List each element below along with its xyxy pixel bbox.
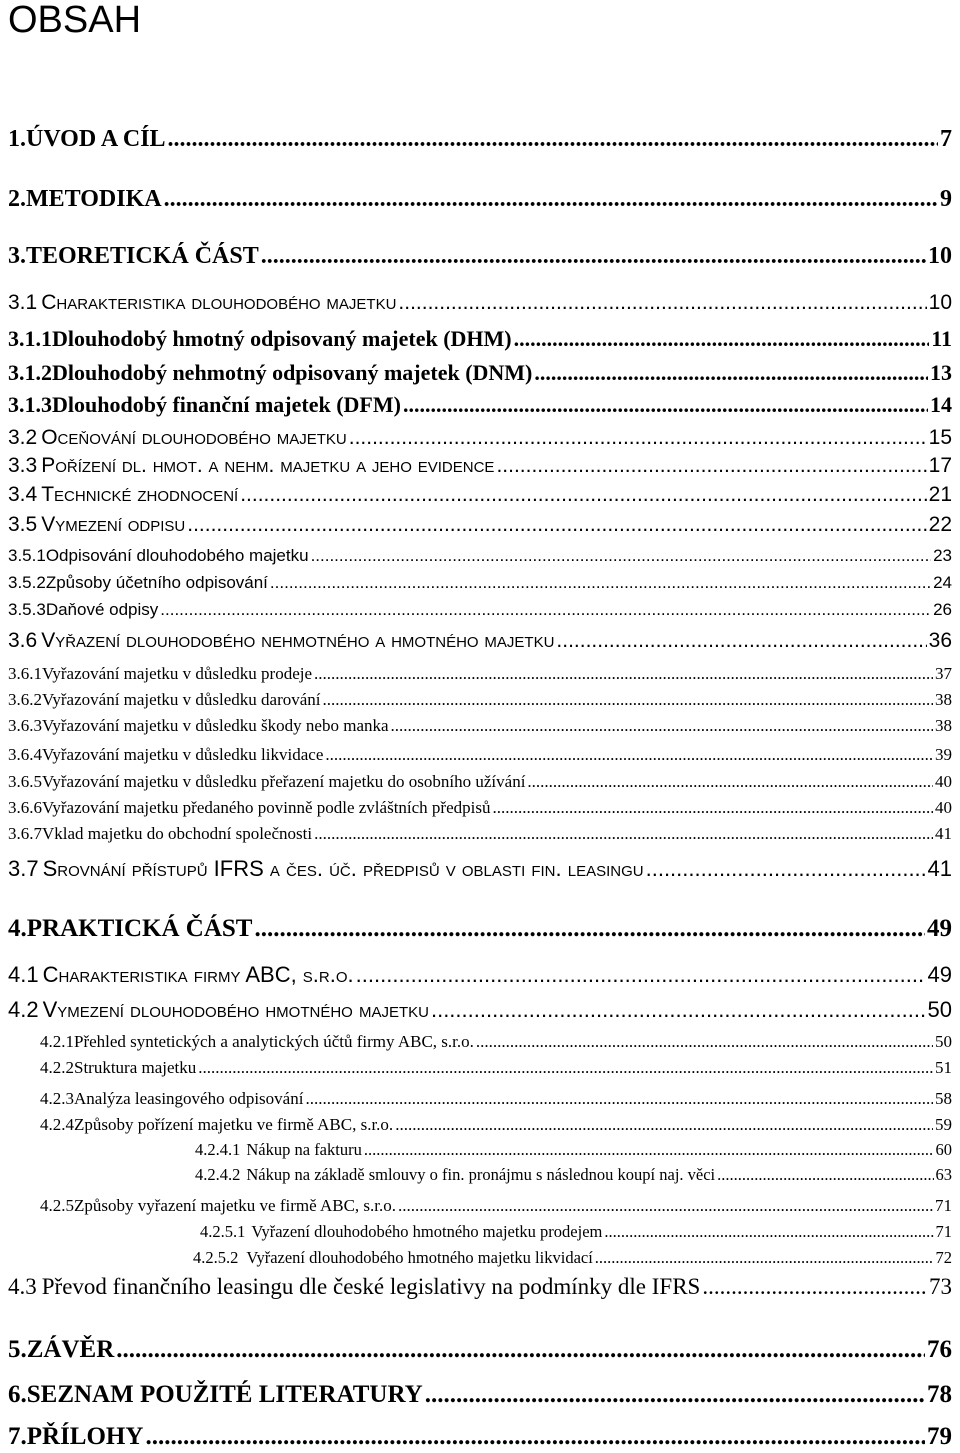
dot-leader: [314, 664, 933, 684]
entry-page: 40: [935, 772, 952, 791]
entry-title: Vyřazování majetku v důsledku přeřazení majetku do osobního užívání: [42, 772, 526, 791]
entry-number: 3.7: [8, 856, 39, 881]
entry-page: 17: [928, 454, 952, 477]
entry-title: Vyřazování majetku v důsledku prodeje: [42, 664, 313, 683]
entry-page: 51: [935, 1058, 952, 1077]
dot-leader: [702, 1274, 927, 1300]
dot-leader: [325, 745, 933, 765]
entry-page: 9: [940, 186, 952, 212]
entry-page: 36: [928, 629, 952, 652]
toc-entry[interactable]: [40, 1196, 952, 1216]
entry-page: 13: [930, 360, 952, 385]
entry-title: Charakteristika dlouhodobého majetku: [41, 291, 397, 314]
entry-number: 7.: [8, 1423, 27, 1450]
entry-title: Srovnání přístupů IFRS a čes. úč. předpisů v oblasti fin. leasingu: [42, 856, 644, 881]
toc-entry[interactable]: [195, 1141, 952, 1160]
entry-title: Dlouhodobý nehmotný odpisovaný majetek (DNM): [52, 360, 533, 385]
toc-entry[interactable]: [8, 997, 952, 1022]
toc-entry[interactable]: [40, 1032, 952, 1052]
entry-number: 4.2.4.2: [195, 1165, 241, 1184]
dot-leader: [323, 690, 933, 710]
toc-entry[interactable]: [8, 243, 952, 271]
entry-number: 3.6.1: [8, 664, 42, 683]
entry-number: 4.3: [8, 1274, 37, 1299]
entry-number: 4.: [8, 915, 27, 942]
entry-title: TEORETICKÁ ČÁST: [26, 243, 259, 269]
entry-number: 3.3: [8, 454, 38, 477]
dot-leader: [240, 483, 926, 507]
toc-entry[interactable]: [193, 1249, 952, 1268]
entry-number: 3.1: [8, 291, 38, 314]
entry-number: 5.: [8, 1336, 27, 1363]
toc-entry[interactable]: [8, 664, 952, 684]
dot-leader: [425, 1381, 925, 1410]
entry-page: 24: [933, 573, 952, 592]
entry-title: Vyřazení dlouhodobého hmotného majetku prodejem: [251, 1222, 603, 1241]
toc-entry[interactable]: [8, 629, 952, 653]
toc-entry[interactable]: [40, 1058, 952, 1078]
entry-page: 58: [935, 1089, 952, 1108]
dot-leader: [305, 1089, 933, 1109]
entry-page: 39: [935, 745, 952, 764]
entry-number: 3.2: [8, 426, 38, 449]
entry-title: Vklad majetku do obchodní společnosti: [42, 824, 313, 843]
entry-number: 4.2.2: [40, 1058, 74, 1077]
entry-title: PŘÍLOHY: [26, 1423, 144, 1450]
dot-leader: [527, 772, 933, 792]
toc-entry[interactable]: [8, 1274, 952, 1300]
entry-title: Nákup na fakturu: [246, 1140, 362, 1159]
toc-entry[interactable]: [8, 513, 952, 537]
entry-title: Nákup na základě smlouvy o fin. pronájmu s následnou koupí naj. věci: [246, 1165, 716, 1184]
entry-page: 50: [927, 997, 952, 1022]
entry-number: 3.5.1: [8, 546, 46, 565]
dot-leader: [403, 392, 928, 417]
entry-title: Způsoby pořízení majetku ve firmě ABC, s.r.o.: [74, 1115, 394, 1134]
entry-page: 78: [927, 1381, 952, 1408]
toc-entry[interactable]: [8, 798, 952, 818]
toc-entry[interactable]: [8, 1423, 952, 1452]
dot-leader: [364, 1141, 934, 1160]
entry-number: 3.: [8, 243, 26, 269]
entry-title: PRAKTICKÁ ČÁST: [26, 915, 253, 942]
toc-entry[interactable]: [200, 1223, 952, 1242]
dot-leader: [164, 186, 938, 214]
entry-number: 3.6.4: [8, 745, 42, 764]
entry-title: Vyřazení dlouhodobého nehmotného a hmotného majetku: [41, 629, 555, 652]
entry-number: 4.2.5.2: [193, 1248, 239, 1267]
entry-number: 3.5: [8, 513, 38, 536]
toc-entry[interactable]: [8, 690, 952, 710]
entry-number: 3.6: [8, 629, 38, 652]
entry-page: 49: [927, 915, 952, 942]
entry-page: 14: [930, 392, 952, 417]
entry-page: 41: [935, 824, 952, 843]
entry-title: Vymezení odpisu: [41, 513, 186, 536]
toc-entry[interactable]: [8, 600, 952, 620]
entry-title: METODIKA: [26, 186, 162, 212]
entry-title: SEZNAM POUŽITÉ LITERATURY: [26, 1381, 423, 1408]
dot-leader: [349, 426, 927, 450]
entry-title: Analýza leasingového odpisování: [74, 1089, 304, 1108]
entry-number: 3.6.6: [8, 798, 42, 817]
toc-entry[interactable]: [8, 360, 952, 385]
page-title: OBSAH: [8, 0, 142, 41]
entry-title: Vyřazování majetku v důsledku darování: [42, 690, 321, 709]
entry-number: 3.5.3: [8, 600, 46, 619]
dot-leader: [534, 360, 928, 385]
entry-page: 38: [935, 716, 952, 735]
toc-entry[interactable]: [195, 1166, 952, 1185]
dot-leader: [314, 824, 933, 844]
entry-page: 79: [927, 1423, 952, 1450]
entry-number: 4.2.1: [40, 1032, 74, 1051]
dot-leader: [398, 1196, 933, 1216]
toc-entry[interactable]: [8, 291, 952, 315]
entry-number: 4.1: [8, 962, 39, 987]
dot-leader: [254, 915, 925, 944]
entry-page: 38: [935, 690, 952, 709]
dot-leader: [311, 546, 932, 566]
entry-title: Charakteristika firmy ABC, s.r.o.: [42, 962, 354, 987]
entry-page: 11: [931, 326, 952, 351]
toc-entry[interactable]: [8, 392, 952, 417]
dot-leader: [116, 1336, 925, 1365]
entry-number: 3.5.2: [8, 573, 46, 592]
entry-page: 10: [928, 243, 952, 269]
entry-number: 3.1.2: [8, 360, 52, 385]
entry-number: 4.2.4: [40, 1115, 74, 1134]
entry-title: Vyřazování majetku předaného povinně podle zvláštních předpisů: [42, 798, 491, 817]
entry-title: ZÁVĚR: [26, 1336, 115, 1363]
entry-page: 59: [935, 1115, 952, 1134]
entry-number: 3.1.1: [8, 326, 52, 351]
toc-entry[interactable]: [8, 915, 952, 944]
entry-title: Vyřazení dlouhodobého hmotného majetku likvidací: [246, 1248, 593, 1267]
entry-page: 10: [928, 291, 952, 314]
entry-title: Daňové odpisy: [45, 600, 159, 619]
entry-title: Dlouhodobý hmotný odpisovaný majetek (DHM): [52, 326, 512, 351]
entry-title: Pořízení dl. hmot. a nehm. majetku a jeho evidence: [41, 454, 495, 477]
entry-number: 1.: [8, 126, 26, 152]
entry-page: 40: [935, 798, 952, 817]
entry-number: 4.2: [8, 997, 39, 1022]
entry-title: Oceňování dlouhodobého majetku: [41, 426, 347, 449]
entry-title: Vyřazování majetku v důsledku škody nebo manka: [42, 716, 389, 735]
entry-page: 7: [940, 126, 952, 152]
entry-page: 15: [928, 426, 952, 449]
entry-page: 50: [935, 1032, 952, 1051]
entry-number: 3.6.5: [8, 772, 42, 791]
toc-entry[interactable]: [8, 856, 952, 881]
dot-leader: [492, 798, 933, 818]
dot-leader: [270, 573, 931, 593]
toc-entry[interactable]: [8, 326, 952, 351]
entry-page: 76: [927, 1336, 952, 1363]
entry-title: Technické zhodnocení: [41, 483, 239, 506]
entry-title: Přehled syntetických a analytických účtů firmy ABC, s.r.o.: [74, 1032, 474, 1051]
toc-entry[interactable]: [8, 772, 952, 792]
toc-entry[interactable]: [8, 546, 952, 566]
entry-page: 26: [933, 600, 952, 619]
entry-page: 72: [935, 1248, 952, 1267]
entry-number: 4.2.5.1: [200, 1222, 246, 1241]
entry-title: Způsoby vyřazení majetku ve firmě ABC, s.r.o.: [74, 1196, 396, 1215]
toc-entry[interactable]: [40, 1089, 952, 1109]
entry-page: 71: [935, 1196, 952, 1215]
toc-entry[interactable]: [8, 1381, 952, 1410]
entry-page: 63: [935, 1165, 952, 1184]
dot-leader: [514, 326, 930, 351]
dot-leader: [187, 513, 926, 537]
dot-leader: [261, 243, 926, 271]
toc-entry[interactable]: [8, 745, 952, 765]
entry-number: 3.1.3: [8, 392, 52, 417]
dot-leader: [595, 1249, 934, 1268]
toc-entry[interactable]: [8, 126, 952, 154]
entry-number: 3.4: [8, 483, 38, 506]
entry-title: Odpisování dlouhodobého majetku: [45, 546, 309, 565]
entry-page: 22: [928, 513, 952, 536]
dot-leader: [356, 962, 926, 987]
entry-page: 37: [935, 664, 952, 683]
entry-page: 73: [929, 1274, 952, 1299]
dot-leader: [556, 629, 926, 653]
entry-number: 2.: [8, 186, 26, 212]
dot-leader: [717, 1166, 933, 1185]
dot-leader: [496, 454, 926, 478]
dot-leader: [145, 1423, 925, 1452]
entry-title: Vyřazování majetku v důsledku likvidace: [42, 745, 324, 764]
entry-title: Převod finančního leasingu dle české legislativy na podmínky dle IFRS: [41, 1274, 701, 1299]
entry-page: 41: [927, 856, 952, 881]
toc-entry[interactable]: [8, 483, 952, 507]
toc-entry[interactable]: [40, 1115, 952, 1135]
entry-page: 49: [927, 962, 952, 987]
entry-page: 60: [935, 1140, 952, 1159]
dot-leader: [198, 1058, 933, 1078]
entry-title: Vymezení dlouhodobého hmotného majetku: [42, 997, 429, 1022]
dot-leader: [431, 997, 926, 1022]
dot-leader: [646, 856, 926, 881]
entry-number: 3.6.3: [8, 716, 42, 735]
dot-leader: [395, 1115, 933, 1135]
entry-number: 4.2.3: [40, 1089, 74, 1108]
entry-title: ÚVOD A CÍL: [26, 126, 166, 152]
entry-number: 3.6.2: [8, 690, 42, 709]
entry-number: 4.2.4.1: [195, 1140, 241, 1159]
dot-leader: [476, 1032, 933, 1052]
entry-page: 71: [935, 1222, 952, 1241]
dot-leader: [398, 291, 926, 315]
toc-entry[interactable]: [8, 426, 952, 450]
toc-entry[interactable]: [8, 454, 952, 478]
entry-page: 23: [933, 546, 952, 565]
toc-entry[interactable]: [8, 824, 952, 844]
dot-leader: [160, 600, 931, 620]
toc-entry[interactable]: [8, 962, 952, 987]
toc-entry[interactable]: [8, 1336, 952, 1365]
entry-title: Struktura majetku: [74, 1058, 197, 1077]
entry-number: 4.2.5: [40, 1196, 74, 1215]
dot-leader: [391, 716, 933, 736]
entry-number: 3.6.7: [8, 824, 42, 843]
dot-leader: [168, 126, 938, 154]
toc-entry[interactable]: [8, 573, 952, 593]
dot-leader: [604, 1223, 933, 1242]
toc-entry[interactable]: [8, 716, 952, 736]
entry-title: Způsoby účetního odpisování: [45, 573, 268, 592]
entry-page: 21: [928, 483, 952, 506]
entry-number: 6.: [8, 1381, 27, 1408]
toc-entry[interactable]: [8, 186, 952, 214]
entry-title: Dlouhodobý finanční majetek (DFM): [52, 392, 401, 417]
